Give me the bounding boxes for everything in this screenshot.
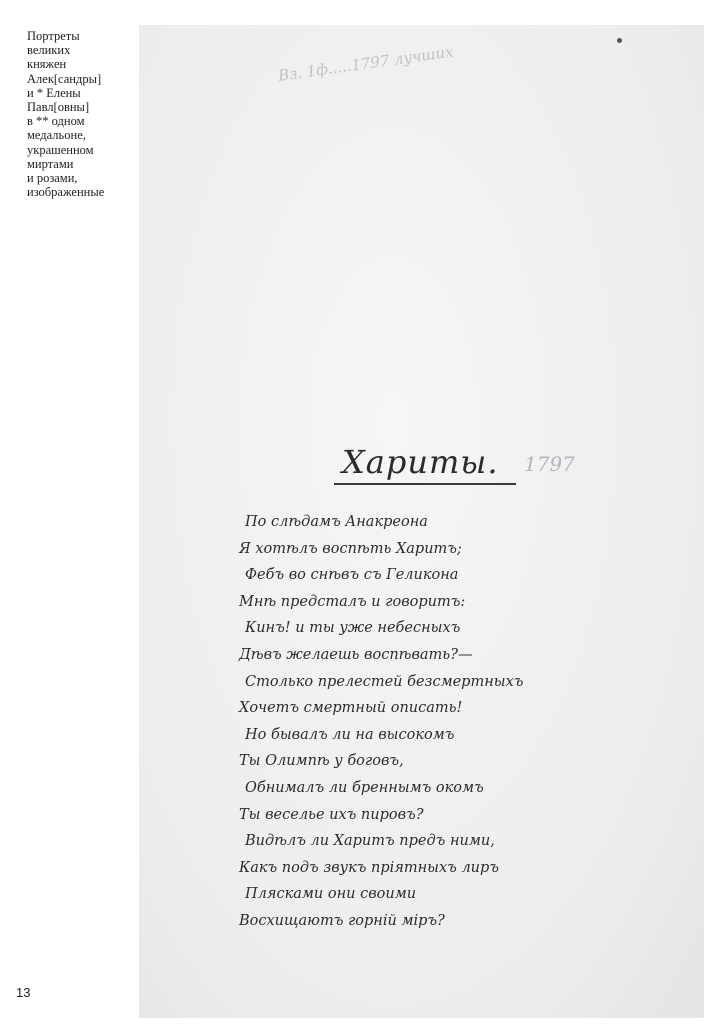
sidenote-line: княжен (27, 57, 67, 72)
sidenote-line: и * Елены (27, 85, 81, 100)
poem-title: Хариты. (342, 443, 499, 481)
archive-pencil-note: Вз. 1ф.....1797 лучших (277, 42, 455, 85)
sidenote-line: и розами, (27, 171, 78, 186)
poem-line: Но бывалъ ли на высокомъ (245, 726, 455, 743)
poem-line: Видѣлъ ли Харитъ предъ ними, (245, 833, 495, 850)
poem-line: Дѣвъ желаешь воспѣвать?— (239, 646, 473, 663)
sidenote-line: Алек[сандры] (27, 71, 102, 86)
poem-line: Ты Олимпѣ у боговъ, (239, 753, 404, 770)
poem-line: Столько прелестей безсмертныхъ (245, 673, 524, 690)
pencil-year: 1797 (524, 452, 575, 476)
poem-line: Ты веселье ихъ пировъ? (239, 806, 424, 823)
sidenote-line: украшенном (27, 142, 94, 157)
sidenote-line: медальоне, (27, 128, 86, 143)
poem-line: Я хотѣлъ воспѣть Харитъ; (239, 540, 462, 557)
sidenote-line: изображенные (27, 185, 105, 200)
poem-text (239, 509, 659, 935)
poem-line: Фебъ во снѣвъ съ Геликона (245, 567, 459, 584)
sidenote-line: миртами (27, 156, 74, 171)
sidenote-line: в ** одном (27, 114, 85, 129)
ink-dot (617, 38, 622, 43)
poem-line: Кинъ! и ты уже небесныхъ (245, 620, 461, 637)
poem-line: По слѣдамъ Анакреона (245, 514, 428, 530)
poem-line: Восхищаютъ горній міръ? (239, 912, 445, 929)
sidenote-caption (27, 29, 137, 199)
poem-line: Мнѣ предсталъ и говоритъ: (239, 593, 466, 610)
poem-line: Обнималъ ли бреннымъ окомъ (245, 779, 484, 796)
title-underline (334, 483, 516, 485)
poem-line: Хочетъ смертный описать! (239, 700, 463, 717)
poem-line: Плясками они своими (245, 886, 417, 903)
poem-line: Какъ подъ звукъ пріятныхъ лиръ (239, 859, 499, 876)
sidenote-line: великих (27, 43, 71, 58)
manuscript-page (139, 25, 704, 1018)
page-number: 13 (16, 985, 31, 1000)
sidenote-line: Портреты (27, 29, 80, 43)
sidenote-line: Павл[овны] (27, 100, 90, 115)
